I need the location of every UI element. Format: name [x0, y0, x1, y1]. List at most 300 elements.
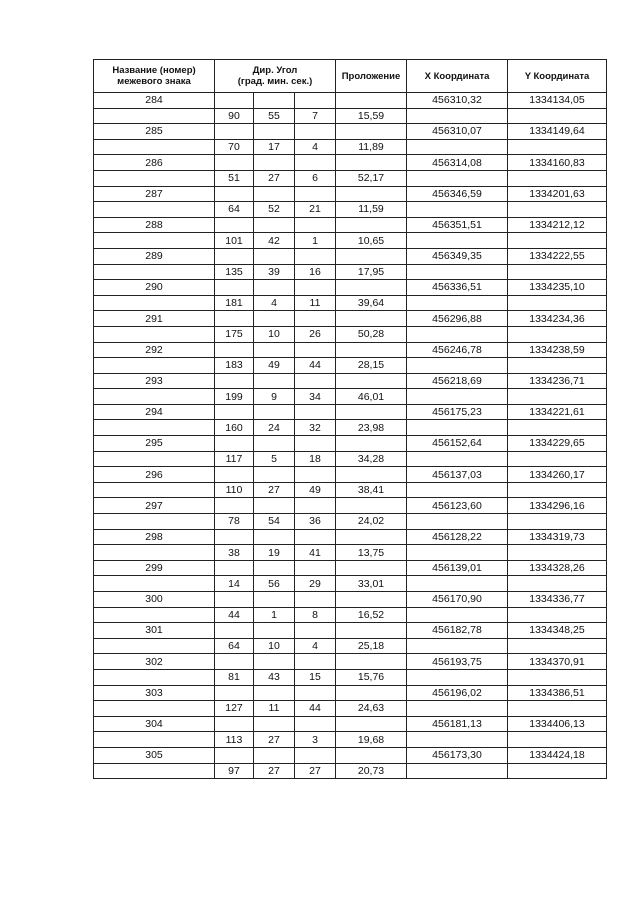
segment-row: [94, 638, 607, 654]
point-name: 296: [94, 467, 215, 483]
x-coordinate: 456346,59: [407, 186, 508, 202]
point-row: [94, 623, 607, 639]
angle-seconds: 4: [295, 638, 336, 654]
empty-cell: [336, 747, 407, 763]
x-coordinate: 456193,75: [407, 654, 508, 670]
angle-minutes: 11: [254, 701, 295, 717]
point-name: 304: [94, 716, 215, 732]
point-name: 289: [94, 248, 215, 264]
empty-cell: [295, 623, 336, 639]
x-coordinate: 456349,35: [407, 248, 508, 264]
point-row: [94, 560, 607, 576]
empty-cell: [407, 763, 508, 779]
angle-degrees: 70: [215, 139, 254, 155]
empty-cell: [407, 638, 508, 654]
empty-cell: [94, 420, 215, 436]
angle-degrees: 183: [215, 358, 254, 374]
empty-cell: [336, 436, 407, 452]
angle-seconds: 44: [295, 701, 336, 717]
angle-degrees: 90: [215, 108, 254, 124]
angle-seconds: 7: [295, 108, 336, 124]
segment-length: 33,01: [336, 576, 407, 592]
empty-cell: [407, 607, 508, 623]
point-name: 295: [94, 436, 215, 452]
y-coordinate: 1334370,91: [508, 654, 607, 670]
empty-cell: [508, 264, 607, 280]
y-coordinate: 1334328,26: [508, 560, 607, 576]
empty-cell: [94, 763, 215, 779]
point-row: [94, 498, 607, 514]
angle-minutes: 27: [254, 763, 295, 779]
x-coordinate: 456310,07: [407, 124, 508, 140]
segment-length: 39,64: [336, 295, 407, 311]
segment-row: [94, 233, 607, 249]
empty-cell: [407, 233, 508, 249]
y-coordinate: 1334201,63: [508, 186, 607, 202]
angle-seconds: 15: [295, 669, 336, 685]
y-coordinate: 1334160,83: [508, 155, 607, 171]
segment-length: 50,28: [336, 326, 407, 342]
empty-cell: [295, 404, 336, 420]
empty-cell: [94, 451, 215, 467]
empty-cell: [254, 248, 295, 264]
angle-seconds: 21: [295, 202, 336, 218]
empty-cell: [508, 358, 607, 374]
empty-cell: [508, 202, 607, 218]
angle-degrees: 101: [215, 233, 254, 249]
empty-cell: [508, 420, 607, 436]
empty-cell: [407, 264, 508, 280]
empty-cell: [295, 342, 336, 358]
point-row: [94, 311, 607, 327]
x-coordinate: 456182,78: [407, 623, 508, 639]
angle-seconds: 27: [295, 763, 336, 779]
empty-cell: [508, 545, 607, 561]
point-name: 300: [94, 592, 215, 608]
empty-cell: [94, 264, 215, 280]
y-coordinate: 1334260,17: [508, 467, 607, 483]
empty-cell: [215, 685, 254, 701]
y-coordinate: 1334319,73: [508, 529, 607, 545]
empty-cell: [407, 514, 508, 530]
y-coordinate: 1334229,65: [508, 436, 607, 452]
point-name: 287: [94, 186, 215, 202]
empty-cell: [508, 295, 607, 311]
segment-row: [94, 170, 607, 186]
segment-length: 38,41: [336, 482, 407, 498]
point-name: 303: [94, 685, 215, 701]
empty-cell: [295, 592, 336, 608]
empty-cell: [295, 654, 336, 670]
angle-seconds: 4: [295, 139, 336, 155]
segment-row: [94, 264, 607, 280]
empty-cell: [407, 170, 508, 186]
empty-cell: [94, 295, 215, 311]
empty-cell: [295, 467, 336, 483]
angle-degrees: 160: [215, 420, 254, 436]
angle-seconds: 34: [295, 389, 336, 405]
x-coordinate: 456351,51: [407, 217, 508, 233]
empty-cell: [215, 716, 254, 732]
angle-degrees: 117: [215, 451, 254, 467]
y-coordinate: 1334212,12: [508, 217, 607, 233]
empty-cell: [295, 124, 336, 140]
angle-minutes: 4: [254, 295, 295, 311]
header-length: Проложение: [336, 60, 407, 93]
empty-cell: [94, 482, 215, 498]
empty-cell: [215, 467, 254, 483]
empty-cell: [508, 170, 607, 186]
empty-cell: [336, 311, 407, 327]
empty-cell: [254, 436, 295, 452]
table-body: [94, 93, 607, 779]
empty-cell: [508, 732, 607, 748]
empty-cell: [254, 404, 295, 420]
x-coordinate: 456152,64: [407, 436, 508, 452]
empty-cell: [336, 217, 407, 233]
angle-degrees: 135: [215, 264, 254, 280]
segment-row: [94, 482, 607, 498]
empty-cell: [215, 592, 254, 608]
angle-minutes: 52: [254, 202, 295, 218]
point-name: 299: [94, 560, 215, 576]
point-name: 293: [94, 373, 215, 389]
segment-length: 10,65: [336, 233, 407, 249]
angle-degrees: 175: [215, 326, 254, 342]
angle-minutes: 17: [254, 139, 295, 155]
empty-cell: [336, 529, 407, 545]
empty-cell: [336, 124, 407, 140]
empty-cell: [336, 404, 407, 420]
empty-cell: [336, 186, 407, 202]
empty-cell: [254, 654, 295, 670]
empty-cell: [215, 217, 254, 233]
segment-row: [94, 514, 607, 530]
angle-degrees: 127: [215, 701, 254, 717]
x-coordinate: 456137,03: [407, 467, 508, 483]
segment-length: 24,02: [336, 514, 407, 530]
empty-cell: [336, 155, 407, 171]
empty-cell: [407, 326, 508, 342]
angle-minutes: 24: [254, 420, 295, 436]
segment-length: 15,76: [336, 669, 407, 685]
header-x-coordinate: X Координата: [407, 60, 508, 93]
angle-minutes: 19: [254, 545, 295, 561]
empty-cell: [295, 498, 336, 514]
empty-cell: [254, 529, 295, 545]
empty-cell: [508, 514, 607, 530]
angle-minutes: 39: [254, 264, 295, 280]
point-row: [94, 716, 607, 732]
y-coordinate: 1334336,77: [508, 592, 607, 608]
empty-cell: [94, 202, 215, 218]
empty-cell: [94, 108, 215, 124]
empty-cell: [508, 233, 607, 249]
angle-minutes: 5: [254, 451, 295, 467]
segment-row: [94, 451, 607, 467]
empty-cell: [295, 217, 336, 233]
empty-cell: [508, 763, 607, 779]
empty-cell: [295, 280, 336, 296]
empty-cell: [336, 342, 407, 358]
segment-row: [94, 389, 607, 405]
x-coordinate: 456175,23: [407, 404, 508, 420]
empty-cell: [407, 669, 508, 685]
angle-degrees: 78: [215, 514, 254, 530]
empty-cell: [215, 623, 254, 639]
segment-row: [94, 763, 607, 779]
y-coordinate: 1334238,59: [508, 342, 607, 358]
point-name: 301: [94, 623, 215, 639]
angle-degrees: 64: [215, 638, 254, 654]
angle-degrees: 51: [215, 170, 254, 186]
y-coordinate: 1334221,61: [508, 404, 607, 420]
empty-cell: [94, 389, 215, 405]
header-point-name: Название (номер) межевого знака: [94, 60, 215, 93]
empty-cell: [407, 358, 508, 374]
empty-cell: [215, 436, 254, 452]
empty-cell: [254, 592, 295, 608]
x-coordinate: 456128,22: [407, 529, 508, 545]
point-row: [94, 124, 607, 140]
segment-length: 24,63: [336, 701, 407, 717]
empty-cell: [215, 186, 254, 202]
angle-minutes: 10: [254, 638, 295, 654]
x-coordinate: 456314,08: [407, 155, 508, 171]
empty-cell: [508, 389, 607, 405]
angle-minutes: 43: [254, 669, 295, 685]
empty-cell: [336, 373, 407, 389]
segment-row: [94, 139, 607, 155]
x-coordinate: 456196,02: [407, 685, 508, 701]
empty-cell: [215, 529, 254, 545]
empty-cell: [295, 685, 336, 701]
empty-cell: [94, 638, 215, 654]
empty-cell: [254, 467, 295, 483]
empty-cell: [94, 514, 215, 530]
empty-cell: [254, 311, 295, 327]
segment-length: 34,28: [336, 451, 407, 467]
empty-cell: [254, 747, 295, 763]
empty-cell: [508, 638, 607, 654]
empty-cell: [295, 93, 336, 109]
segment-row: [94, 545, 607, 561]
header-angle-title: Дир. Угол: [252, 65, 298, 76]
empty-cell: [407, 545, 508, 561]
angle-degrees: 64: [215, 202, 254, 218]
segment-length: 46,01: [336, 389, 407, 405]
point-row: [94, 155, 607, 171]
point-name: 288: [94, 217, 215, 233]
empty-cell: [407, 482, 508, 498]
empty-cell: [215, 155, 254, 171]
empty-cell: [508, 701, 607, 717]
y-coordinate: 1334235,10: [508, 280, 607, 296]
x-coordinate: 456336,51: [407, 280, 508, 296]
empty-cell: [215, 124, 254, 140]
angle-minutes: 55: [254, 108, 295, 124]
empty-cell: [215, 498, 254, 514]
empty-cell: [254, 685, 295, 701]
empty-cell: [215, 404, 254, 420]
header-direction-angle: [215, 60, 336, 93]
y-coordinate: 1334222,55: [508, 248, 607, 264]
angle-seconds: 18: [295, 451, 336, 467]
segment-length: 11,59: [336, 202, 407, 218]
empty-cell: [407, 576, 508, 592]
empty-cell: [215, 311, 254, 327]
empty-cell: [508, 576, 607, 592]
empty-cell: [336, 467, 407, 483]
point-row: [94, 373, 607, 389]
x-coordinate: 456181,13: [407, 716, 508, 732]
angle-degrees: 44: [215, 607, 254, 623]
empty-cell: [215, 248, 254, 264]
empty-cell: [94, 607, 215, 623]
point-row: [94, 685, 607, 701]
angle-degrees: 97: [215, 763, 254, 779]
angle-degrees: 110: [215, 482, 254, 498]
empty-cell: [295, 373, 336, 389]
empty-cell: [508, 139, 607, 155]
angle-seconds: 29: [295, 576, 336, 592]
empty-cell: [94, 545, 215, 561]
empty-cell: [94, 669, 215, 685]
empty-cell: [295, 311, 336, 327]
y-coordinate: 1334296,16: [508, 498, 607, 514]
y-coordinate: 1334386,51: [508, 685, 607, 701]
empty-cell: [254, 217, 295, 233]
angle-seconds: 26: [295, 326, 336, 342]
point-name: 294: [94, 404, 215, 420]
segment-length: 20,73: [336, 763, 407, 779]
angle-degrees: 81: [215, 669, 254, 685]
angle-minutes: 10: [254, 326, 295, 342]
empty-cell: [407, 732, 508, 748]
segment-length: 19,68: [336, 732, 407, 748]
empty-cell: [94, 139, 215, 155]
segment-length: 13,75: [336, 545, 407, 561]
angle-seconds: 6: [295, 170, 336, 186]
point-name: 286: [94, 155, 215, 171]
segment-row: [94, 295, 607, 311]
y-coordinate: 1334234,36: [508, 311, 607, 327]
empty-cell: [336, 280, 407, 296]
empty-cell: [215, 373, 254, 389]
empty-cell: [254, 342, 295, 358]
point-row: [94, 529, 607, 545]
empty-cell: [254, 124, 295, 140]
segment-row: [94, 669, 607, 685]
segment-length: 15,59: [336, 108, 407, 124]
empty-cell: [295, 436, 336, 452]
empty-cell: [254, 498, 295, 514]
segment-length: 52,17: [336, 170, 407, 186]
empty-cell: [508, 326, 607, 342]
y-coordinate: 1334149,64: [508, 124, 607, 140]
point-name: 290: [94, 280, 215, 296]
angle-seconds: 49: [295, 482, 336, 498]
empty-cell: [336, 716, 407, 732]
angle-seconds: 41: [295, 545, 336, 561]
angle-minutes: 1: [254, 607, 295, 623]
segment-row: [94, 607, 607, 623]
empty-cell: [215, 560, 254, 576]
empty-cell: [254, 186, 295, 202]
angle-minutes: 27: [254, 732, 295, 748]
point-name: 292: [94, 342, 215, 358]
x-coordinate: 456173,30: [407, 747, 508, 763]
empty-cell: [508, 607, 607, 623]
header-row: [94, 60, 607, 93]
x-coordinate: 456296,88: [407, 311, 508, 327]
segment-length: 28,15: [336, 358, 407, 374]
empty-cell: [94, 170, 215, 186]
point-row: [94, 248, 607, 264]
x-coordinate: 456170,90: [407, 592, 508, 608]
angle-degrees: 14: [215, 576, 254, 592]
x-coordinate: 456246,78: [407, 342, 508, 358]
point-row: [94, 186, 607, 202]
empty-cell: [407, 139, 508, 155]
empty-cell: [254, 280, 295, 296]
segment-row: [94, 326, 607, 342]
point-row: [94, 654, 607, 670]
header-angle-units: (град. мин. сек.): [237, 76, 313, 87]
empty-cell: [336, 685, 407, 701]
angle-minutes: 49: [254, 358, 295, 374]
empty-cell: [295, 716, 336, 732]
point-row: [94, 747, 607, 763]
point-row: [94, 342, 607, 358]
segment-length: 11,89: [336, 139, 407, 155]
empty-cell: [254, 716, 295, 732]
x-coordinate: 456218,69: [407, 373, 508, 389]
empty-cell: [295, 529, 336, 545]
angle-minutes: 42: [254, 233, 295, 249]
segment-row: [94, 202, 607, 218]
angle-seconds: 3: [295, 732, 336, 748]
empty-cell: [336, 248, 407, 264]
segment-row: [94, 732, 607, 748]
angle-minutes: 27: [254, 170, 295, 186]
empty-cell: [508, 451, 607, 467]
boundary-coordinates-table: [93, 59, 607, 779]
angle-degrees: 181: [215, 295, 254, 311]
empty-cell: [508, 669, 607, 685]
empty-cell: [407, 202, 508, 218]
segment-row: [94, 358, 607, 374]
angle-seconds: 36: [295, 514, 336, 530]
point-row: [94, 592, 607, 608]
point-row: [94, 467, 607, 483]
point-name: 305: [94, 747, 215, 763]
angle-minutes: 56: [254, 576, 295, 592]
empty-cell: [295, 248, 336, 264]
angle-seconds: 1: [295, 233, 336, 249]
empty-cell: [407, 295, 508, 311]
angle-seconds: 44: [295, 358, 336, 374]
empty-cell: [94, 326, 215, 342]
y-coordinate: 1334424,18: [508, 747, 607, 763]
segment-row: [94, 701, 607, 717]
empty-cell: [407, 420, 508, 436]
empty-cell: [407, 108, 508, 124]
y-coordinate: 1334406,13: [508, 716, 607, 732]
empty-cell: [254, 155, 295, 171]
point-row: [94, 93, 607, 109]
empty-cell: [215, 747, 254, 763]
